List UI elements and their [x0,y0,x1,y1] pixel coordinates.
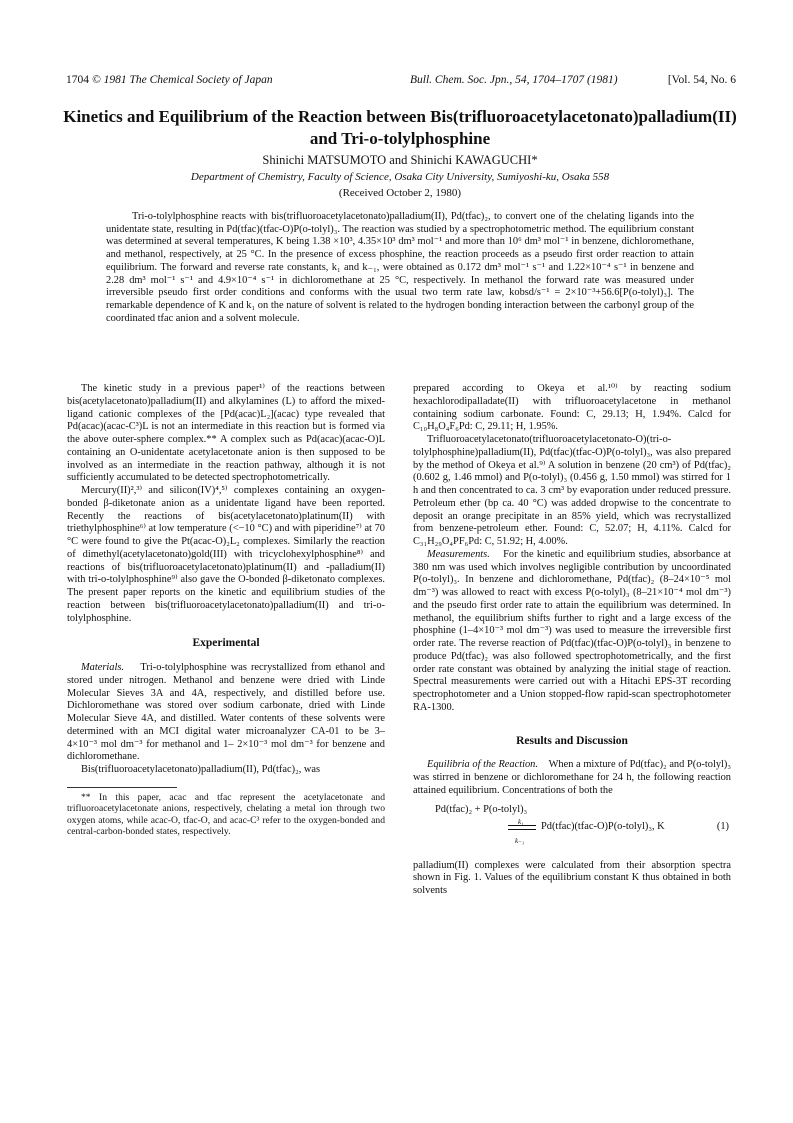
equilibria-text: When a mixture of Pd(tfac)₂ and P(o-tolyl)₃ was stirred in benzene or dichloromethane for 24 h, the following reaction attained equilibrium. Concentrations of both the [413,759,732,796]
intro-paragraph-1: The kinetic study in a previous paper¹⁾ of the reactions between bis(acetylacetonato)palladium(II) and alkylamines (L) to afford the mixed-ligand cationic complexes of the [Pd(acac)L₂](acac) type revealed that Pd(acac)(acac-C³)L is not an intermediate in this reaction but is formed via the above outer-sphere complex.** A complex such as Pd(acac)(acac-O)L containing an O-unidentate acetylacetonate anion is then supposed to be involved as an intermediate in the reaction pathway, although it is not sufficiently accumulated to be detected spectrophotometrically. [67,383,385,484]
reverse-rate-label: k₋₁ [515,836,525,845]
affiliation: Department of Chemistry, Faculty of Science, Osaka City University, Sumiyoshi-ku, Osaka 558 [190,171,610,183]
materials-paragraph [67,662,385,764]
authors: Shinichi MATSUMOTO and Shinichi KAWAGUCHI* [262,153,538,167]
equation-reactants: Pd(tfac)₂ + P(o-tolyl)₃ [435,803,528,815]
left-column [67,383,385,838]
volume-issue: [Vol. 54, No. 6 [667,74,736,86]
running-header [66,74,736,92]
measurements-paragraph [413,549,731,715]
measurements-text: For the kinetic and equilibrium studies, absorbance at 380 nm was used which involves negligible contribution by uncoordinated P(o-tolyl)₃. In benzene and dichloromethane, Pd(tfac)₂ (8–24×10⁻⁵ mol dm⁻³) was allowed to react with excess P(o-tolyl)₃ (8–21×10⁻⁴ mol dm⁻³) and the pseudo first order rate to attain the equilibrium was determined. In methanol, the equilibrium shifts further to right and a large excess of the phosphine (1–4×10⁻³ mol dm⁻³) was used to measure the irreversible first order rate. The reverse reaction of Pd(tfac)(tfac-O)P(o-tolyl)₃ in benzene to produce Pd(tfac)₂ was also followed spectrophotometrically, and the first order rate constant was obtained by analyzing the initial stage of reaction. Spectral measurements were carried out with a Hitachi EPS-3T recording spectrophotometer and a Union stopped-flow rapid-scan spectrophotometer RA-1300. [413,548,732,713]
intro-paragraph-2: Mercury(II)²,³⁾ and silicon(IV)⁴,⁵⁾ complexes containing an oxygen-bonded β-diketonate anion as a unidentate ligand have been reported. Recently the reactions of bis(acetylacetonato)platinum(II) with triethylphosphine⁶⁾ at low temperature (<−10 °C) and with piperidine⁷⁾ at 70 °C were found to give the Pt(acac-O)₂L₂ complexes. Similarly the reaction of dimethyl(acetylacetonato)gold(III) with tricyclohexylphosphine⁸⁾ and reactions of bis(trifluoroacetylacetonato)platinum(II) and -palladium(II) with tri-o-tolylphosphine⁹⁾ also gave the O-bonded β-diketonato complexes. The present paper reports on the kinetic and equilibrium studies of the reaction between bis(trifluoroacetylacetonato)palladium(II) and tri-o-tolylphosphine. [67,485,385,624]
paper-title: Kinetics and Equilibrium of the Reaction between Bis(trifluoroacetylacetonato)palladium(II) and Tri-o-tolylphosphine [63,107,737,148]
journal-citation: Bull. Chem. Soc. Jpn., 54, 1704–1707 (1981) [410,74,618,86]
received-date: (Received October 2, 1980) [338,187,462,199]
equation-products: Pd(tfac)(tfac-O)P(o-tolyl)₃, K [541,820,665,832]
preparation-paragraph-2: Trifluoroacetylacetonato(trifluoroacetylacetonato-O)(tri-o-tolylphosphine)palladium(II), Pd(tfac)(tfac-O)P(o-tolyl)₃, was also prepared by the method of Okeya et al.⁹⁾ A solution in benzene (20 cm³) of Pd(tfac)₂ (0.602 g, 1.46 mmol) and P(o-tolyl)₃ (0.456 g, 1.50 mmol) was stirred for 1 h and then concentrated to ca. 3 cm³ by evaporation under reduced pressure. Petroleum ether (bp ca. 40 °C) was added dropwise to the concentrate to deposit an orange precipitate in an 85% yield, which was recrystallized from benzene-petroleum ether. Found: C, 52.07; H, 4.11%. Calcd for C₃₁H₂₉O₄PF₆Pd: C, 51.92; H, 4.00%. [413,434,731,547]
equilibria-run-in-heading: Equilibria of the Reaction. [427,759,538,771]
measurements-run-in-heading: Measurements. [427,548,490,560]
footnote: ** In this paper, acac and tfac represent the acetylacetonate and trifluoroacetylacetonate anions, respectively, chelating a metal ion through two oxygen atoms, while acac-O, tfac-O, and acac-C³ refer to the oxygen-bonded and central-carbon-bonded states, respectively. [67,791,385,838]
forward-rate-label: k₁ [518,817,524,826]
materials-run-in-heading: Materials. [81,662,125,673]
preparation-paragraph-1: prepared according to Okeya et al.¹⁰⁾ by reacting sodium hexachlorodipalladate(II) with trifluoroacetylacetone in methanol containing sodium carbonate. Found: C, 29.13; H, 1.94%. Calcd for C₁₀H₈O₄F₆Pd: C, 29.11; H, 1.95%. [413,383,731,433]
section-heading-experimental: Experimental [192,637,260,650]
equation-1 [413,804,731,854]
page-number: 1704 [66,74,89,86]
equilibria-paragraph [413,759,731,797]
footnote-divider [67,787,177,788]
right-column [413,383,731,898]
abstract: Tri-o-tolylphosphine reacts with bis(trifluoroacetylacetonato)palladium(II), Pd(tfac)₂, to convert one of the chelating ligands into the unidentate state, resulting in Pd(tfac)(tfac-O)P(o-tolyl)₃. The reaction was studied by a spectrophotometric method. The equilibrium constant was determined at several temperatures, K being 1.38 ×10³, 4.35×10³ dm³ mol⁻¹ and more than 10⁶ dm³ mol⁻¹ in benzene, dichloromethane, and methanol, respectively, at 25 °C. In the presence of excess phosphine, the reaction proceeds as a pseudo first order reaction to attain equilibrium. The forward and reverse rate constants, k₁ and k₋₁, were obtained as 0.172 dm³ mol⁻¹ s⁻¹ and 1.22×10⁻⁴ s⁻¹ in benzene and 2.28 dm³ mol⁻¹ s⁻¹ and 4.9×10⁻⁴ s⁻¹ in dichloromethane at 25 °C, respectively. In methanol the forward rate was measured under irreversible pseudo first order conditions and conforms with the usual two term rate law, kobsd/s⁻¹ = 2×10⁻³+56.6[P(o-tolyl)₃]. The remarkable dependence of K and k₁ on the nature of solvent is related to the hydrogen bonding interaction between the carbonyl group of the coordinated tfac anion and a solvent molecule. [106,211,694,324]
section-heading-results: Results and Discussion [516,734,628,747]
after-equation-paragraph: palladium(II) complexes were calculated from their absorption spectra shown in Fig. 1. Values of the equilibrium constant K thus obtained in both solvents [413,859,731,896]
copyright-line: © 1981 The Chemical Society of Japan [92,74,273,86]
bis-tfac-paragraph: Bis(trifluoroacetylacetonato)palladium(II), Pd(tfac)₂, was [81,764,321,775]
equation-number: (1) [716,820,729,832]
materials-text: Tri-o-tolylphosphine was recrystallized from ethanol and stored under nitrogen. Methanol and benzene were dried with Linde Molecular Sieves 3A and 4A, respectively, and distilled before use. Dichloromethane was stored over sodium carbonate, dried with Linde Molecular Sieve 4A, and distilled. Water contents of these solvents were determined with an MCI digital water microanalyzer CA-01 to be 3– 4×10⁻³ mol dm⁻³ for methanol and 1– 2×10⁻³ mol dm⁻³ for benzene and dichloromethane. [67,662,385,763]
